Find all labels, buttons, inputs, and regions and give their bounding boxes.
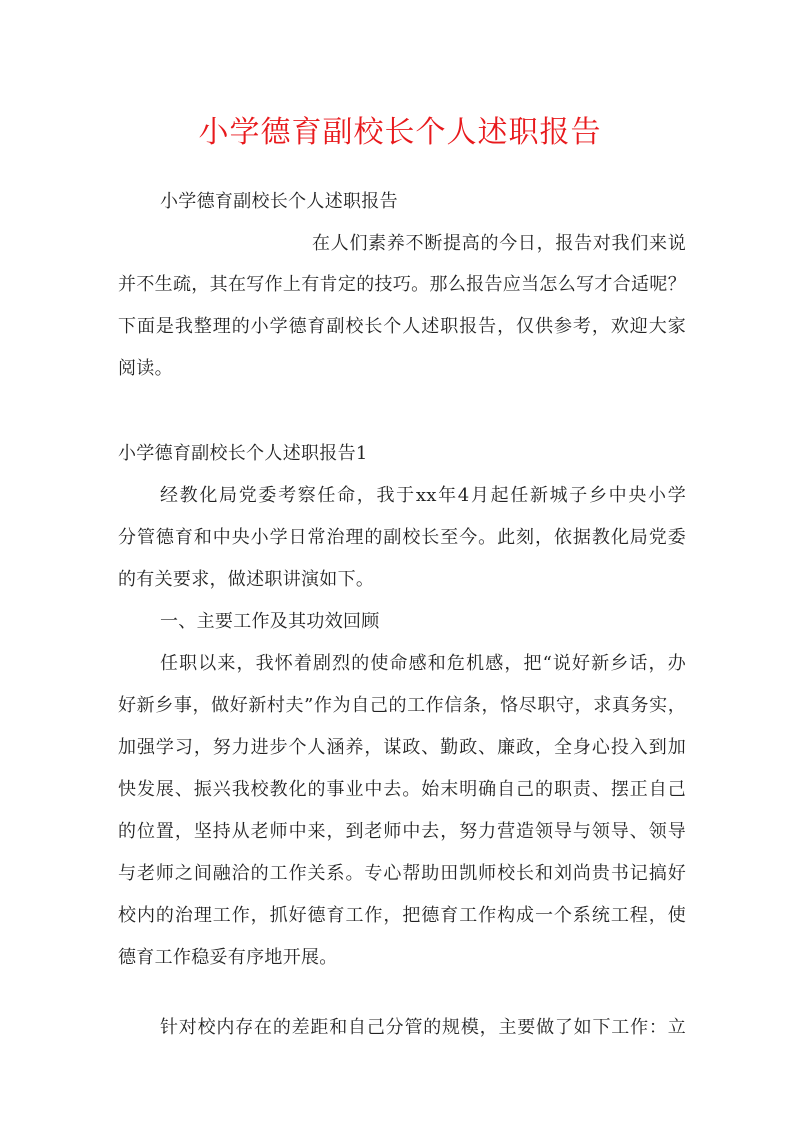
paragraph-line: 好新乡事，做好新村夫”作为自己的工作信条，恪尽职守，求真务实， (118, 695, 686, 716)
paragraph-line: 快发展、振兴我校教化的事业中去。始末明确自己的职责、摆正自己 (118, 779, 686, 800)
paragraph-line: 加强学习，努力进步个人涵养，谋政、勤政、廉政，全身心投入到加 (118, 737, 686, 758)
subheading: 一、主要工作及其功效回顾 (160, 611, 380, 632)
subtitle: 小学德育副校长个人述职报告 (160, 191, 398, 212)
paragraph-line: 与老师之间融洽的工作关系。专心帮助田凯师校长和刘尚贵书记搞好 (118, 863, 686, 884)
document-title: 小学德育副校长个人述职报告 (198, 115, 602, 150)
paragraph-line: 的有关要求，做述职讲演如下。 (118, 569, 375, 590)
paragraph-line: 分管德育和中央小学日常治理的副校长至今。此刻，依据教化局党委 (118, 527, 686, 548)
section-heading: 小学德育副校长个人述职报告1 (118, 443, 368, 464)
paragraph-line: 的位置，坚持从老师中来，到老师中去，努力营造领导与领导、领导 (118, 821, 686, 842)
paragraph-line: 校内的治理工作，抓好德育工作，把德育工作构成一个系统工程，使 (118, 905, 686, 926)
paragraph-line: 针对校内存在的差距和自己分管的规模，主要做了如下工作：立 (160, 1017, 686, 1038)
paragraph-line: 任职以来，我怀着剧烈的使命感和危机感，把“说好新乡话，办 (160, 653, 686, 674)
paragraph-line: 经教化局党委考察任命，我于xx年4月起任新城子乡中央小学 (160, 485, 686, 506)
paragraph-line: 德育工作稳妥有序地开展。 (118, 947, 338, 968)
intro-line: 在人们素养不断提高的今日，报告对我们来说 (312, 233, 686, 254)
intro-line: 阅读。 (118, 358, 173, 379)
intro-line: 并不生疏，其在写作上有肯定的技巧。那么报告应当怎么写才合适呢？ (118, 274, 686, 295)
intro-line: 下面是我整理的小学德育副校长个人述职报告，仅供参考，欢迎大家 (118, 316, 686, 337)
